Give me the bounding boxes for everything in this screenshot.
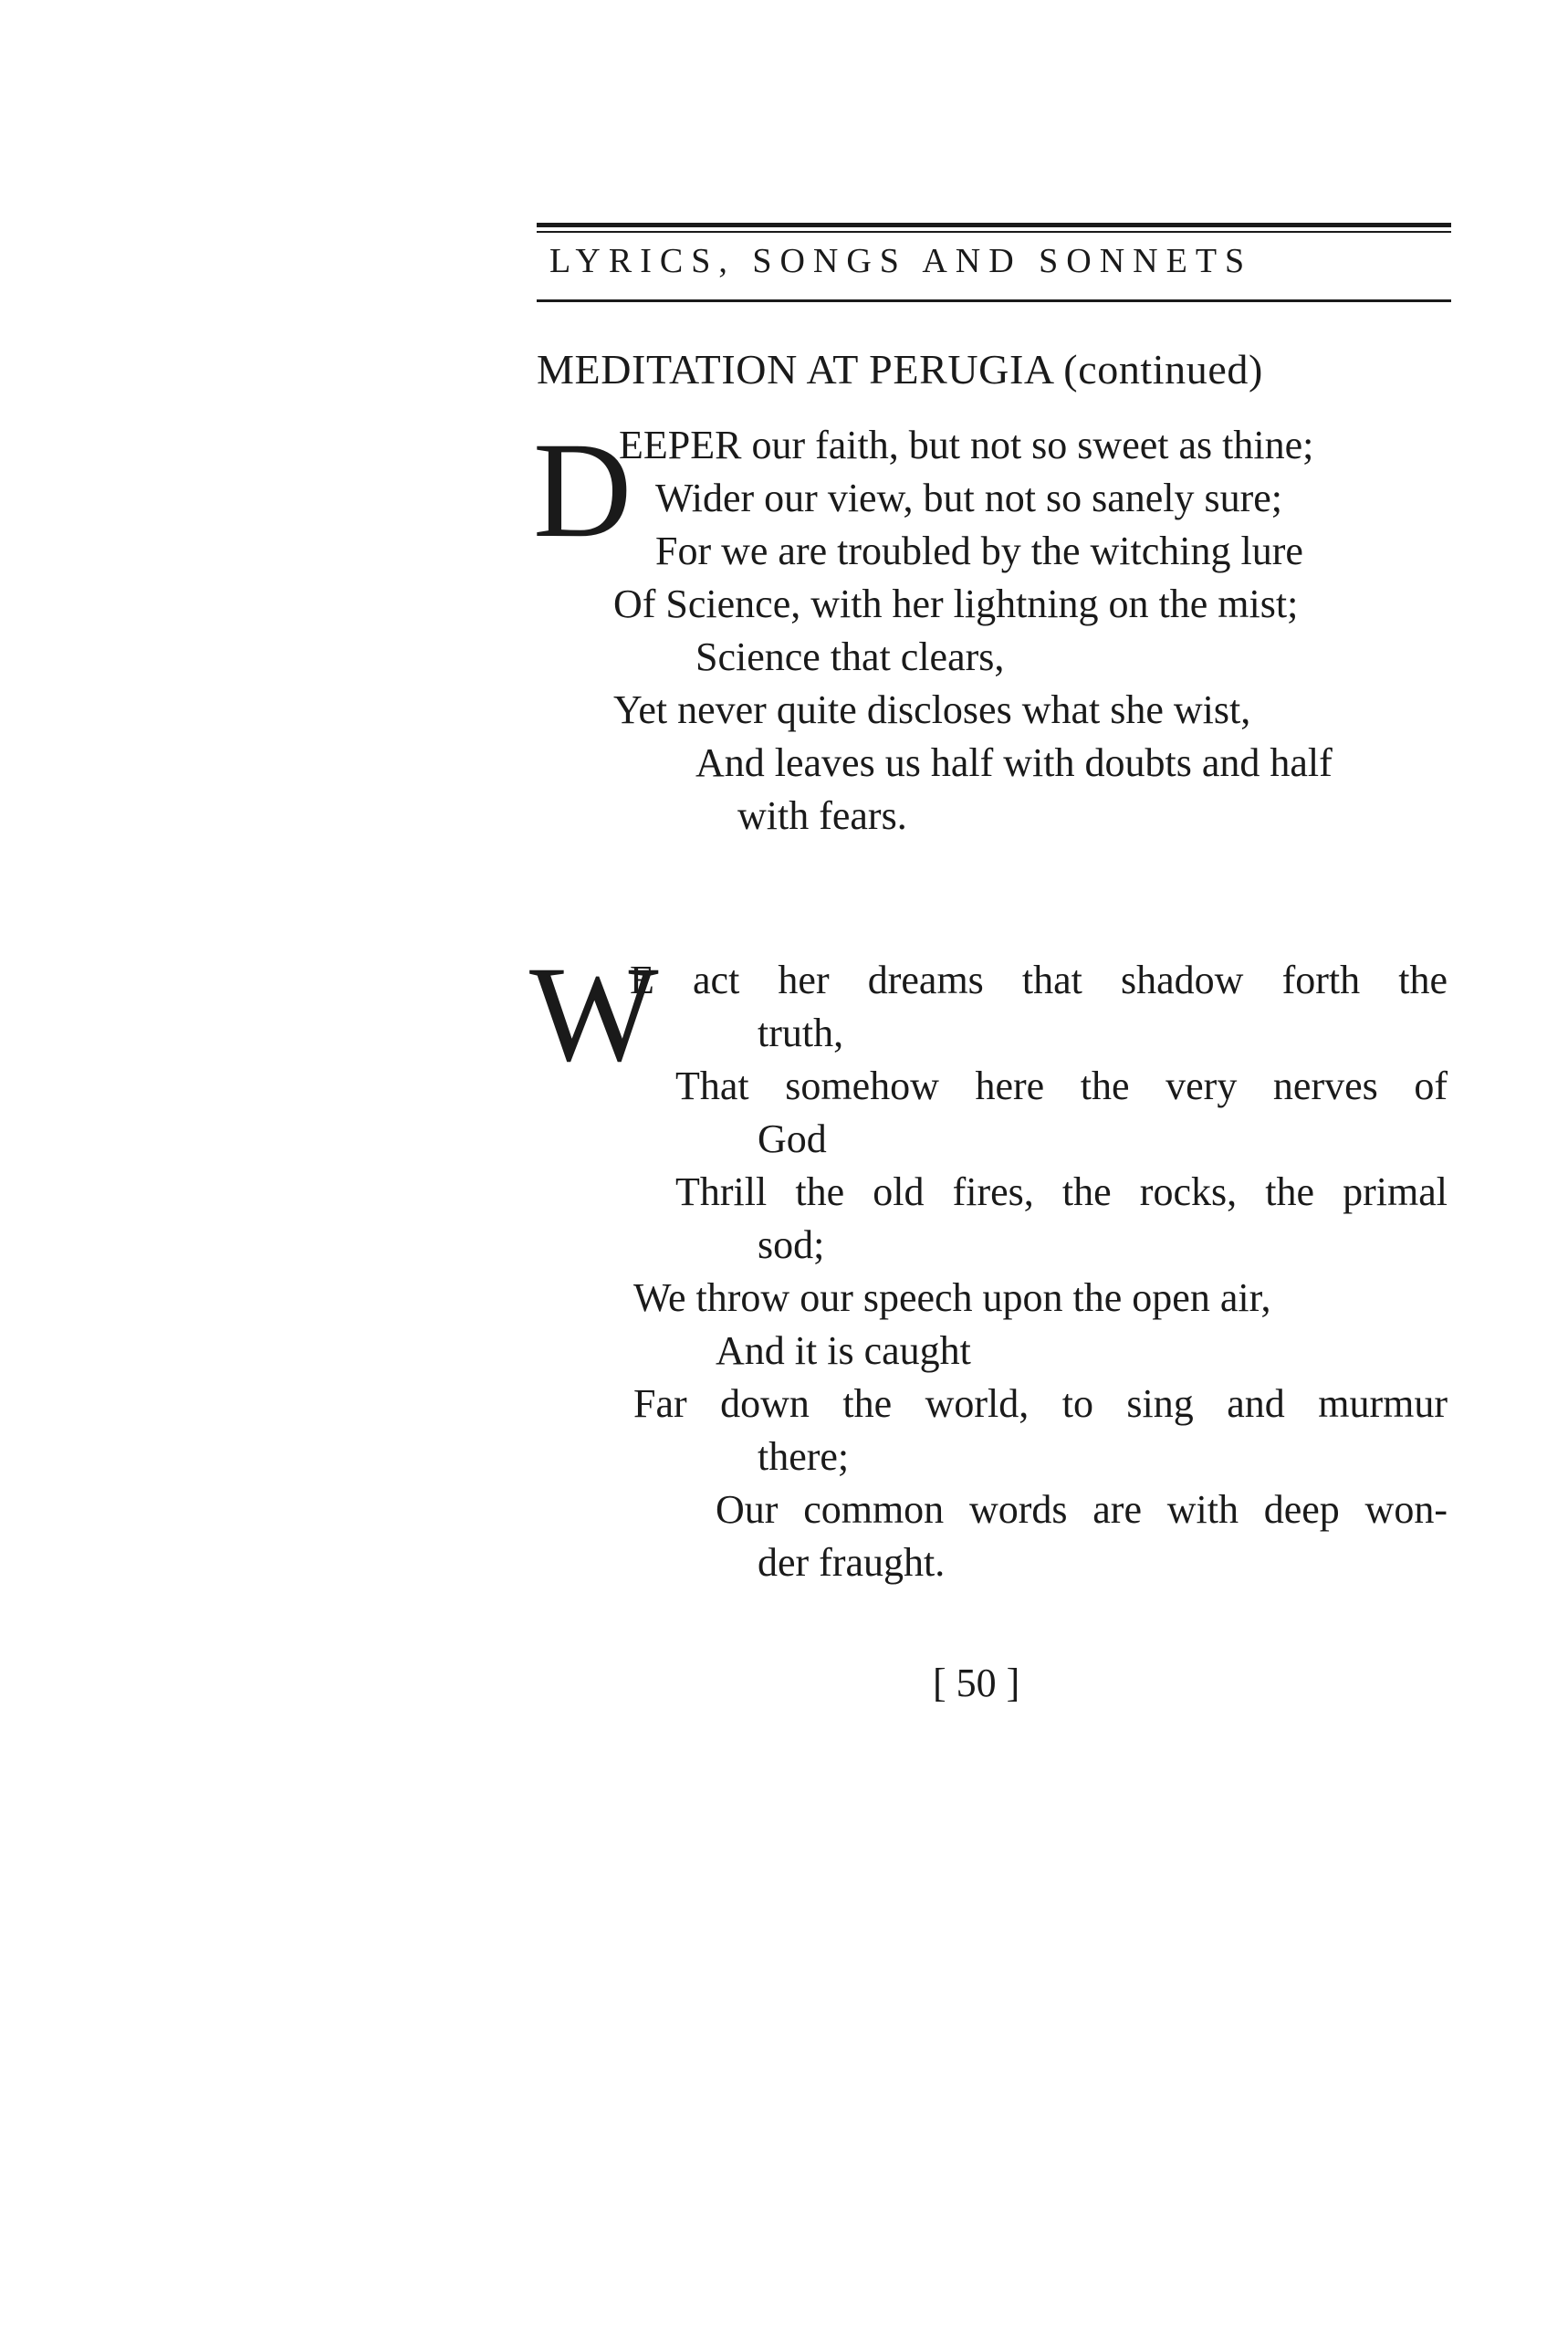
stanza2-line-12: der fraught. [758,1540,946,1585]
stanza2-line-11: Our common words are with deep won- [716,1487,1448,1532]
stanza1-line-4: Of Science, with her lightning on the mist; [613,582,1299,626]
stanza1-line-2: Wider our view, but not so sanely sure; [655,476,1283,520]
stanza2-line-2: truth, [758,1011,844,1055]
header-rule-top-thin [537,231,1451,233]
header-rule-bottom [537,299,1451,302]
stanza2-line-7: We throw our speech upon the open air, [633,1275,1271,1320]
stanza1-line-8: with fears. [737,793,907,838]
stanza2-line-8: And it is caught [716,1328,971,1373]
running-head: LYRICS, SONGS AND SONNETS [549,242,1253,280]
header-rule-top [537,223,1451,227]
stanza2-line-9: Far down the world, to sing and murmur [633,1381,1448,1426]
stanza2-line-5: Thrill the old fires, the rocks, the primal [675,1169,1448,1214]
stanza2-line-4: God [758,1116,827,1161]
drop-cap-d: D [533,414,632,566]
stanza1-line-6: Yet never quite discloses what she wist, [613,687,1251,732]
stanza1-line-7: And leaves us half with doubts and half [695,740,1333,785]
stanza2-line-10: there; [758,1434,850,1479]
stanza2-line-6: sod; [758,1222,825,1267]
page-number: [ 50 ] [933,1661,1020,1705]
stanza1-line-5: Science that clears, [695,634,1005,679]
stanza2-line-3: That somehow here the very nerves of [675,1064,1448,1108]
stanza1-line-3: For we are troubled by the witching lure [655,529,1303,573]
drop-cap-w: W [529,938,659,1090]
poem-title: MEDITATION AT PERUGIA (continued) [537,346,1263,393]
stanza1-line-1: EEPER our faith, but not so sweet as thine; [619,423,1314,467]
stanza2-line-1: E act her dreams that shadow forth the [630,958,1448,1002]
